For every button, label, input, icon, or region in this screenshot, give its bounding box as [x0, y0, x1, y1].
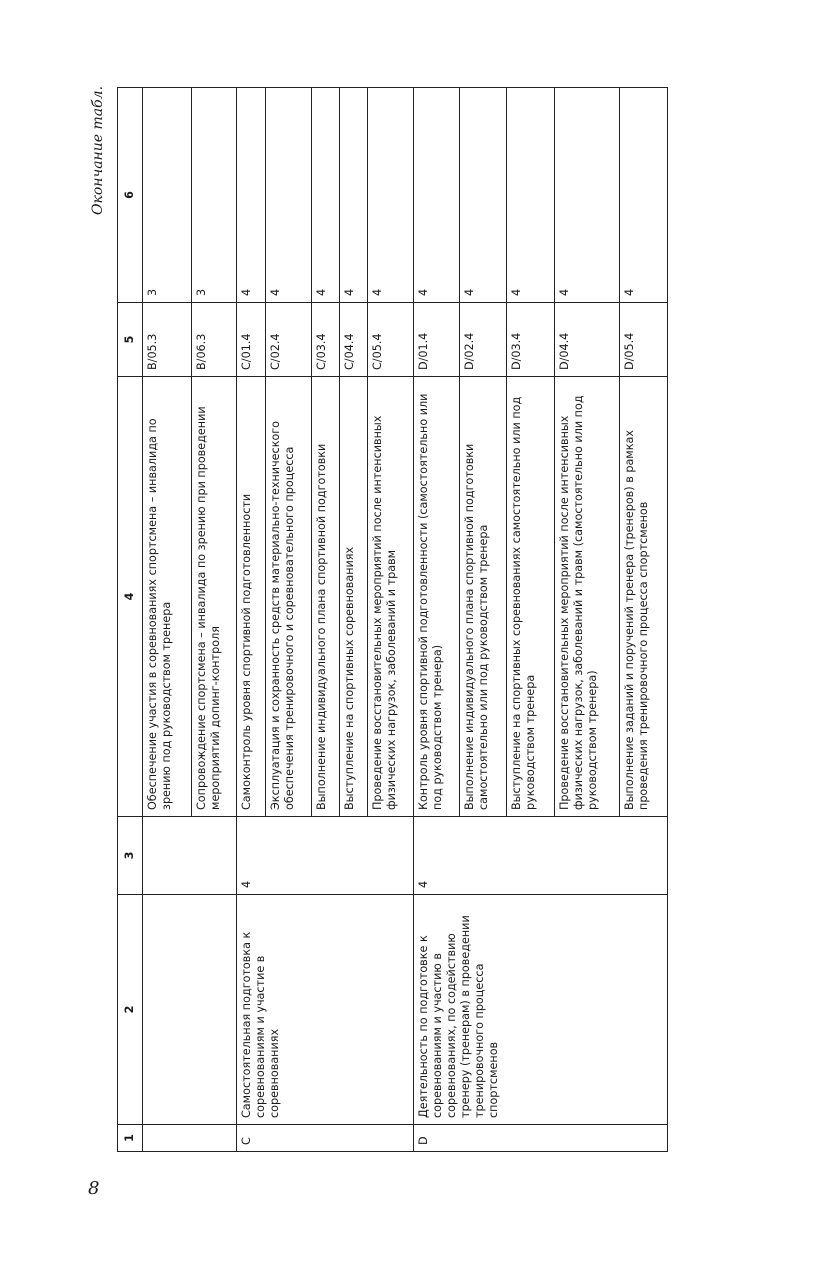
function-code-cell: B/05.3 — [143, 303, 192, 377]
function-name-cell: Сопровождение спортсмена – инвалида по зрению при проведении мероприятий допинг-контроля — [191, 377, 237, 817]
function-level-cell: 3 — [143, 88, 192, 303]
qualification-table — [117, 87, 668, 1152]
page-number: 8 — [88, 1178, 100, 1199]
function-name-cell: Проведение восстановительных мероприятий после интенсивных физических нагрузок, заболеваний и травм — [368, 377, 414, 817]
group-code-cell — [143, 1125, 237, 1152]
function-code-cell: C/03.4 — [311, 303, 339, 377]
function-level-cell: 4 — [339, 88, 367, 303]
group-name-cell — [143, 895, 237, 1125]
function-name-cell: Контроль уровня спортивной подготовленности (самостоятельно или под руководством тренера) — [414, 377, 460, 817]
header-cell: 3 — [118, 817, 143, 895]
function-code-cell: D/03.4 — [507, 303, 555, 377]
function-name-cell: Самоконтроль уровня спортивной подготовленности — [237, 377, 265, 817]
group-level-cell — [143, 817, 237, 895]
function-level-cell: 4 — [555, 88, 620, 303]
header-cell: 6 — [118, 88, 143, 303]
group-name-cell: Самостоятельная подготовка к соревнованиям и участие в соревнованиях — [237, 895, 414, 1125]
function-level-cell: 4 — [620, 88, 668, 303]
function-name-cell: Выступление на спортивных соревнованиях — [339, 377, 367, 817]
function-level-cell: 4 — [265, 88, 311, 303]
header-cell: 2 — [118, 895, 143, 1125]
group-name-cell: Деятельность по подготовке к соревнованиям и участию в соревнованиях, по содействию тренеру (тренерам) в проведении тренировочного процесса спортсменов — [414, 895, 668, 1125]
table-caption-wrapper — [86, 85, 110, 215]
function-name-cell: Обеспечение участия в соревнованиях спортсмена – инвалида по зрению под руководством тренера — [143, 377, 192, 817]
table-row — [414, 88, 460, 1152]
function-level-cell: 4 — [507, 88, 555, 303]
function-name-cell: Выполнение индивидуального плана спортивной подготовки самостоятельно или под руководством тренера — [459, 377, 507, 817]
function-code-cell: D/05.4 — [620, 303, 668, 377]
function-code-cell: C/05.4 — [368, 303, 414, 377]
function-code-cell: D/04.4 — [555, 303, 620, 377]
function-level-cell: 4 — [311, 88, 339, 303]
function-level-cell: 3 — [191, 88, 237, 303]
header-cell: 5 — [118, 303, 143, 377]
function-code-cell: C/02.4 — [265, 303, 311, 377]
header-row — [118, 88, 143, 1152]
rotated-table-container — [117, 88, 668, 1152]
function-code-cell: C/01.4 — [237, 303, 265, 377]
function-name-cell: Эксплуатация и сохранность средств материально-технического обеспечения тренировочного и соревновательного процесса — [265, 377, 311, 817]
function-level-cell: 4 — [414, 88, 460, 303]
function-level-cell: 4 — [368, 88, 414, 303]
rotated-table-inner — [117, 88, 668, 1152]
group-level-cell: 4 — [414, 817, 668, 895]
function-level-cell: 4 — [459, 88, 507, 303]
group-code-cell: D — [414, 1125, 668, 1152]
group-level-cell: 4 — [237, 817, 414, 895]
function-level-cell: 4 — [237, 88, 265, 303]
function-name-cell: Выполнение заданий и поручений тренера (тренеров) в рамках проведения тренировочного процесса спортсменов — [620, 377, 668, 817]
function-name-cell: Проведение восстановительных мероприятий после интенсивных физических нагрузок, заболеваний и травм (самостоятельно или под руководством тренера) — [555, 377, 620, 817]
function-code-cell: B/06.3 — [191, 303, 237, 377]
function-name-cell: Выступление на спортивных соревнованиях самостоятельно или под руководством тренера — [507, 377, 555, 817]
table-row — [237, 88, 265, 1152]
table-row — [143, 88, 192, 1152]
function-code-cell: C/04.4 — [339, 303, 367, 377]
header-cell: 4 — [118, 377, 143, 817]
function-code-cell: D/01.4 — [414, 303, 460, 377]
group-code-cell: C — [237, 1125, 414, 1152]
table-caption: Окончание табл. — [90, 85, 106, 215]
function-name-cell: Выполнение индивидуального плана спортивной подготовки — [311, 377, 339, 817]
header-cell: 1 — [118, 1125, 143, 1152]
function-code-cell: D/02.4 — [459, 303, 507, 377]
